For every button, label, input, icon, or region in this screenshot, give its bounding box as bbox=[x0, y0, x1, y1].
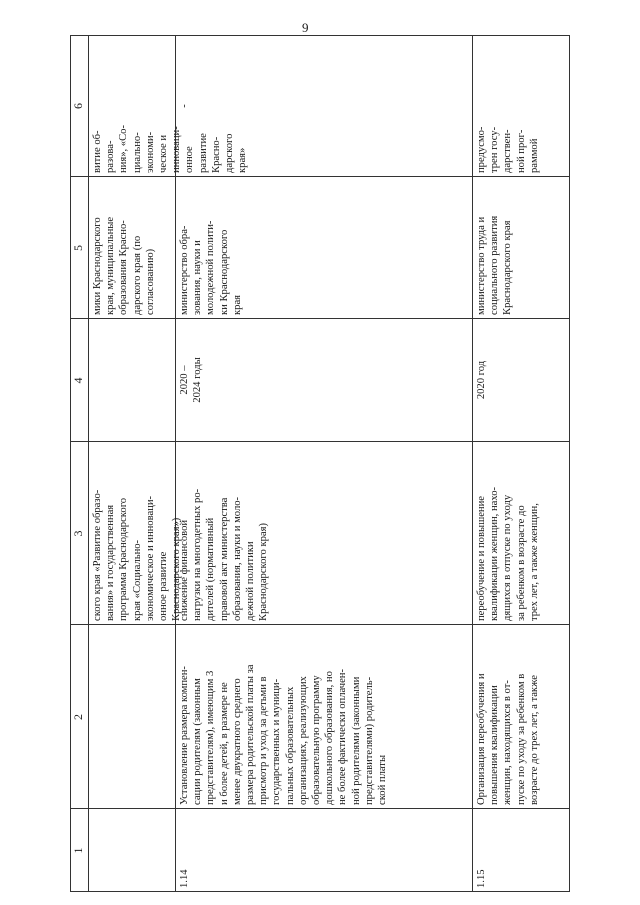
row-number: 1.15 bbox=[476, 869, 487, 888]
continuation-col3: ского края «Развитие образо- вания» и государственная программа Краснодарского края «Социально- экономическое и инноваци- онное развитие Краснодарского края») bbox=[92, 489, 183, 621]
column-header-4: 4 bbox=[71, 377, 85, 384]
column-header-1: 1 bbox=[71, 847, 85, 854]
column-header-3: 3 bbox=[71, 530, 85, 537]
row-text-col2: Организация переобучения и повышения квалификации женщин, находящихся в от- пуске по уходу за ребенком в возрасте до трех лет, а также bbox=[476, 673, 540, 805]
row-text-col2: Установление размера компен- сации родителям (законным представителям), имеющим 3 и более детей, в размере не менее двукратного среднего размера родительской платы за присмотр и уход за детьми в государственных и муници- пальных образовательных организациях, реализующих образовательную программу дошкольного образования, но не более фактически оплачен- ной родителями (законными представителями) родитель- ской платы bbox=[179, 664, 389, 805]
page-number: 9 bbox=[302, 20, 309, 35]
grid-line bbox=[70, 891, 570, 892]
column-header-5: 5 bbox=[71, 245, 85, 251]
row-text-col5: министерство обра- зования, науки и молодежной полити- ки Краснодарского края bbox=[179, 220, 243, 315]
grid-line bbox=[70, 808, 570, 809]
row-text-col3: переобучение и повышение квалификации женщин, нахо- дящихся в отпуске по уходу за ребенком в возрасте до трех лет, а также женщин, bbox=[476, 486, 540, 621]
row-text-col6: - bbox=[179, 104, 190, 108]
grid-line bbox=[70, 318, 570, 319]
continuation-col6: витие об- разова- ния», «Со- циально- экономи- ческое и инноваци- онное развитие Красно- дарского края» bbox=[92, 125, 249, 173]
row-text-col3: снижение финансовой нагрузки на многодетных ро- дителей (нормативный правовой акт министерства образования, науки и моло- дежной политики Краснодарского края) bbox=[179, 488, 270, 621]
column-header-6: 6 bbox=[71, 103, 85, 109]
row-text-col5: министерство труда и социального развития Краснодарского края bbox=[476, 215, 514, 315]
continuation-col5: мики Краснодарского края, муниципальные образования Красно- дарского края (по согласованию) bbox=[92, 216, 156, 315]
grid-line bbox=[569, 35, 570, 892]
row-text-col4: 2020 – 2024 годы bbox=[179, 357, 204, 403]
grid-line bbox=[70, 35, 71, 892]
column-header-2: 2 bbox=[71, 714, 85, 720]
rotated-table bbox=[70, 35, 570, 892]
row-number: 1.14 bbox=[179, 869, 190, 888]
row-text-col4: 2020 год bbox=[476, 360, 487, 400]
row-text-col6: предусмо- трен госу- дарствен- ной прог- раммой bbox=[476, 126, 540, 173]
